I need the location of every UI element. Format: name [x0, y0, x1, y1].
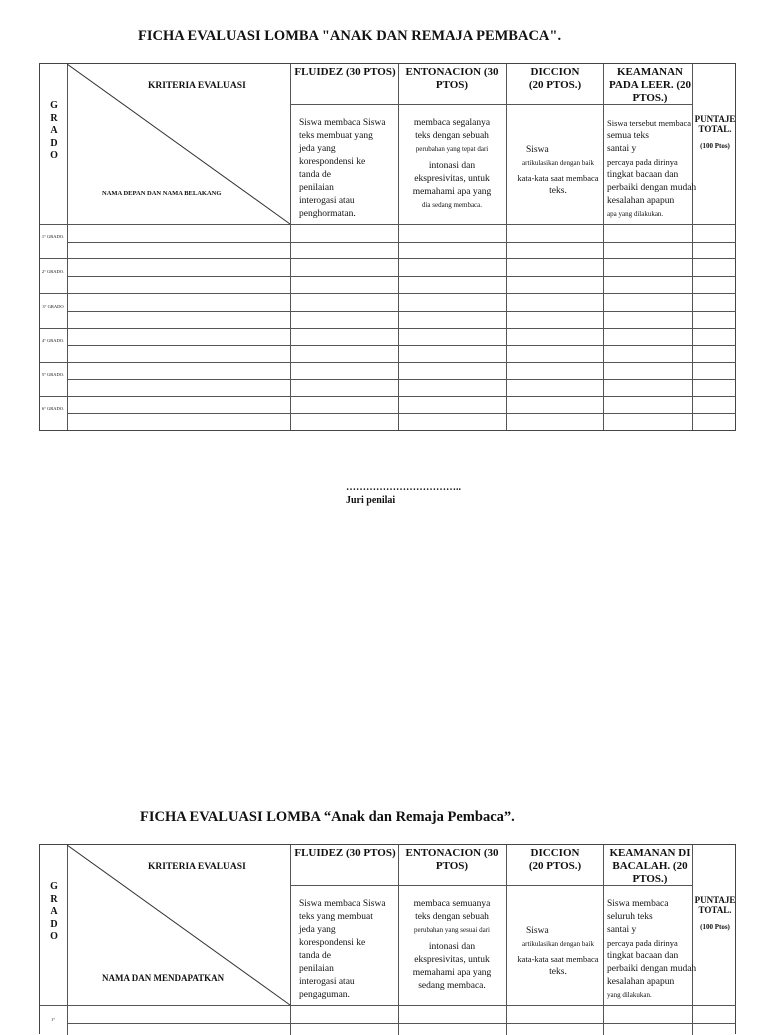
desc-diccion: Siswa artikulasikan dengan baik kata-kata saat membaca teks.	[517, 926, 599, 977]
criteria-label: KRITERIA EVALUASI	[148, 81, 246, 91]
header-diccion: DICCION (20 PTOS.)	[528, 847, 582, 872]
desc-keamanan: Siswa tersebut membaca semua teks santai y percaya pada dirinya tingkat bacaan dan perbaiki dengan mudah kesalahan apapun apa yang dilakukan.	[607, 118, 697, 218]
desc-diccion: Siswa artikulasikan dengan baik kata-kata saat membaca teks.	[517, 145, 599, 196]
row-label-grade1: 1° GRADO.	[41, 234, 65, 239]
header-diccion: DICCION (20 PTOS.)	[528, 66, 582, 91]
row-label-grade4: 4° GRADO.	[41, 338, 65, 343]
grado-label: G R A D O	[50, 100, 58, 161]
desc-keamanan: Siswa membaca seluruh teks santai y percaya pada dirinya tingkat bacaan dan perbaiki dengan mudah kesalahan apapun yang dilakukan.	[607, 899, 697, 999]
header-total: PUNTAJE TOTAL. (100 Ptos)	[694, 895, 736, 931]
desc-entonacion: membaca segalanya teks dengan sebuah perubahan yang tepat dari intonasi dan ekspresivitas, untuk memahami apa yang dia sedang membaca.	[412, 118, 492, 209]
grado-label: G R A D O	[50, 881, 58, 942]
header-fluidez: FLUIDEZ (30 PTOS)	[294, 847, 396, 859]
desc-fluidez: Siswa membaca Siswa teks membuat yang jeda yang korespondensi ke tanda de penilaian interogasi atau penghormatan.	[299, 118, 386, 219]
desc-fluidez: Siswa membaca Siswa teks yang membuat jeda yang korespondensi ke tanda de penilaian interogasi atau pengaguman.	[299, 899, 386, 1000]
name-label: NAMA DEPAN DAN NAMA BELAKANG	[102, 190, 222, 197]
header-total: PUNTAJE TOTAL. (100 Ptos)	[694, 114, 736, 150]
header-fluidez: FLUIDEZ (30 PTOS)	[294, 66, 396, 78]
row-label-grade3: 3° GRADO	[42, 304, 64, 309]
form1-title: FICHA EVALUASI LOMBA "ANAK DAN REMAJA PEMBACA".	[138, 28, 562, 44]
row-label-grade1: 1°	[50, 1017, 56, 1022]
signature-dots: ……………………………..	[346, 482, 461, 493]
row-label-grade2: 2° GRADO.	[41, 269, 65, 274]
header-entonacion: ENTONACION (30 PTOS)	[405, 66, 499, 91]
desc-entonacion: membaca semuanya teks dengan sebuah perubahan yang sesuai dari intonasi dan ekspresivitas, untuk memahami apa yang sedang membaca.	[412, 899, 492, 991]
header-keamanan: KEAMANAN DI BACALAH. (20 PTOS.)	[609, 847, 691, 885]
header-keamanan: KEAMANAN PADA LEER. (20 PTOS.)	[609, 66, 691, 104]
criteria-label: KRITERIA EVALUASI	[148, 862, 246, 872]
signature-label: Juri penilai	[346, 495, 396, 506]
header-entonacion: ENTONACION (30 PTOS)	[405, 847, 499, 872]
evaluation-table-2	[39, 844, 736, 1034]
name-label: NAMA DAN MENDAPATKAN	[102, 973, 225, 983]
row-label-grade5: 5° GRADO.	[41, 372, 65, 377]
form2-title: FICHA EVALUASI LOMBA “Anak dan Remaja Pembaca”.	[140, 809, 515, 825]
row-label-grade6: 6° GRADO.	[41, 406, 65, 411]
evaluation-table-1	[39, 63, 736, 431]
